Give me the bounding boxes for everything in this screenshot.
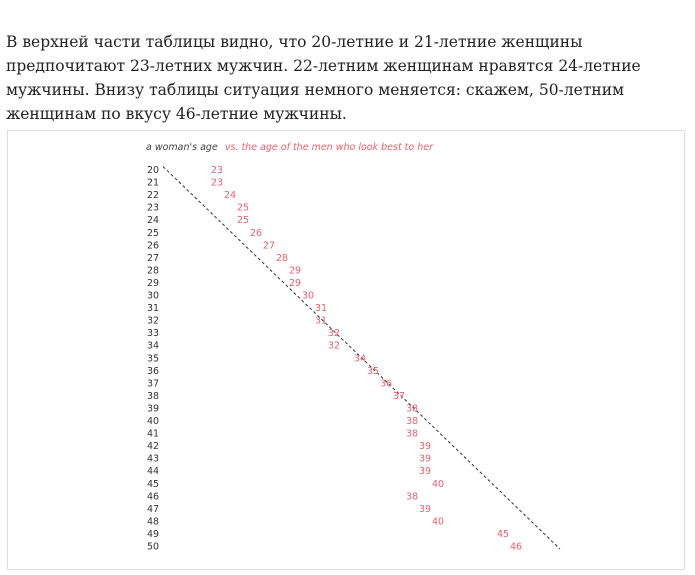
chart-title	[146, 142, 434, 153]
man-age-value: 27	[263, 240, 276, 252]
man-age-value: 45	[497, 528, 510, 540]
man-age-value: 30	[302, 290, 315, 302]
woman-age-label: 48	[147, 516, 160, 528]
man-age-value: 39	[419, 453, 432, 465]
man-age-value: 40	[432, 478, 445, 490]
article-paragraph: В верхней части таблицы видно, что 20-летние и 21-летние женщины предпочитают 23-летних мужчин. 22-летним женщинам нравятся 24-летние мужчины. Внизу таблицы ситуация немного меняется: скажем, 50-летним женщинам по вкусу 46-летние мужчины.	[6, 33, 641, 123]
woman-age-label: 20	[147, 165, 160, 176]
man-age-value: 39	[419, 466, 432, 478]
man-age-value: 31	[315, 315, 328, 327]
woman-age-label: 36	[147, 365, 160, 377]
man-age-value: 25	[237, 202, 250, 214]
woman-age-label: 37	[147, 378, 160, 390]
man-age-value: 28	[276, 252, 289, 264]
woman-age-label: 40	[147, 416, 160, 427]
woman-age-label: 38	[147, 390, 160, 402]
man-age-value: 29	[289, 277, 302, 289]
woman-age-label: 49	[147, 528, 160, 540]
man-age-value: 24	[224, 190, 237, 202]
woman-age-label: 29	[147, 277, 160, 289]
chart-figure	[7, 130, 685, 570]
man-age-value: 39	[419, 503, 432, 515]
man-age-value: 23	[211, 165, 224, 176]
woman-age-label: 31	[147, 303, 160, 315]
man-age-value: 29	[289, 265, 302, 277]
woman-age-label: 23	[147, 202, 160, 214]
chart-title-part1: a woman's age	[146, 142, 218, 153]
woman-age-labels	[147, 165, 159, 553]
woman-age-label: 34	[147, 340, 160, 352]
man-age-value: 39	[419, 441, 432, 453]
woman-age-label: 32	[147, 315, 160, 327]
woman-age-label: 28	[147, 265, 160, 277]
woman-age-label: 45	[147, 478, 160, 490]
woman-age-label: 22	[147, 190, 160, 202]
woman-age-label: 33	[147, 328, 160, 340]
woman-age-label: 44	[147, 466, 160, 478]
woman-age-label: 46	[147, 491, 160, 503]
man-age-value: 35	[367, 365, 380, 377]
woman-age-label: 24	[147, 215, 160, 227]
woman-age-label: 39	[147, 403, 160, 415]
man-age-value: 34	[354, 353, 367, 365]
man-age-value: 31	[315, 303, 328, 315]
woman-age-label: 26	[147, 240, 160, 252]
man-age-value: 25	[237, 215, 250, 227]
woman-age-label: 43	[147, 453, 160, 465]
woman-age-label: 50	[147, 541, 160, 553]
man-age-value: 32	[328, 328, 341, 340]
woman-age-label: 21	[147, 177, 160, 189]
svg-text:a woman's age vs. the	[146, 142, 434, 153]
woman-age-label: 27	[147, 252, 160, 264]
man-age-value: 37	[393, 390, 406, 402]
woman-age-label: 35	[147, 353, 160, 365]
man-age-value: 40	[432, 516, 445, 528]
man-age-value: 26	[250, 227, 263, 239]
man-age-value: 38	[406, 416, 419, 427]
man-age-value: 38	[406, 403, 419, 415]
woman-age-label: 42	[147, 441, 160, 453]
man-age-value: 23	[211, 177, 224, 189]
woman-age-label: 47	[147, 503, 160, 515]
woman-age-label: 30	[147, 290, 160, 302]
age-preference-chart	[8, 131, 684, 569]
woman-age-label: 41	[147, 428, 160, 440]
man-age-value: 38	[406, 491, 419, 503]
man-age-value: 32	[328, 340, 341, 352]
man-age-value: 46	[510, 541, 523, 553]
man-age-value: 36	[380, 378, 393, 390]
chart-title-part2: vs. the age of the men who look best to her	[224, 142, 434, 153]
woman-age-label: 25	[147, 227, 160, 239]
man-age-values	[211, 165, 522, 553]
man-age-value: 38	[406, 428, 419, 440]
